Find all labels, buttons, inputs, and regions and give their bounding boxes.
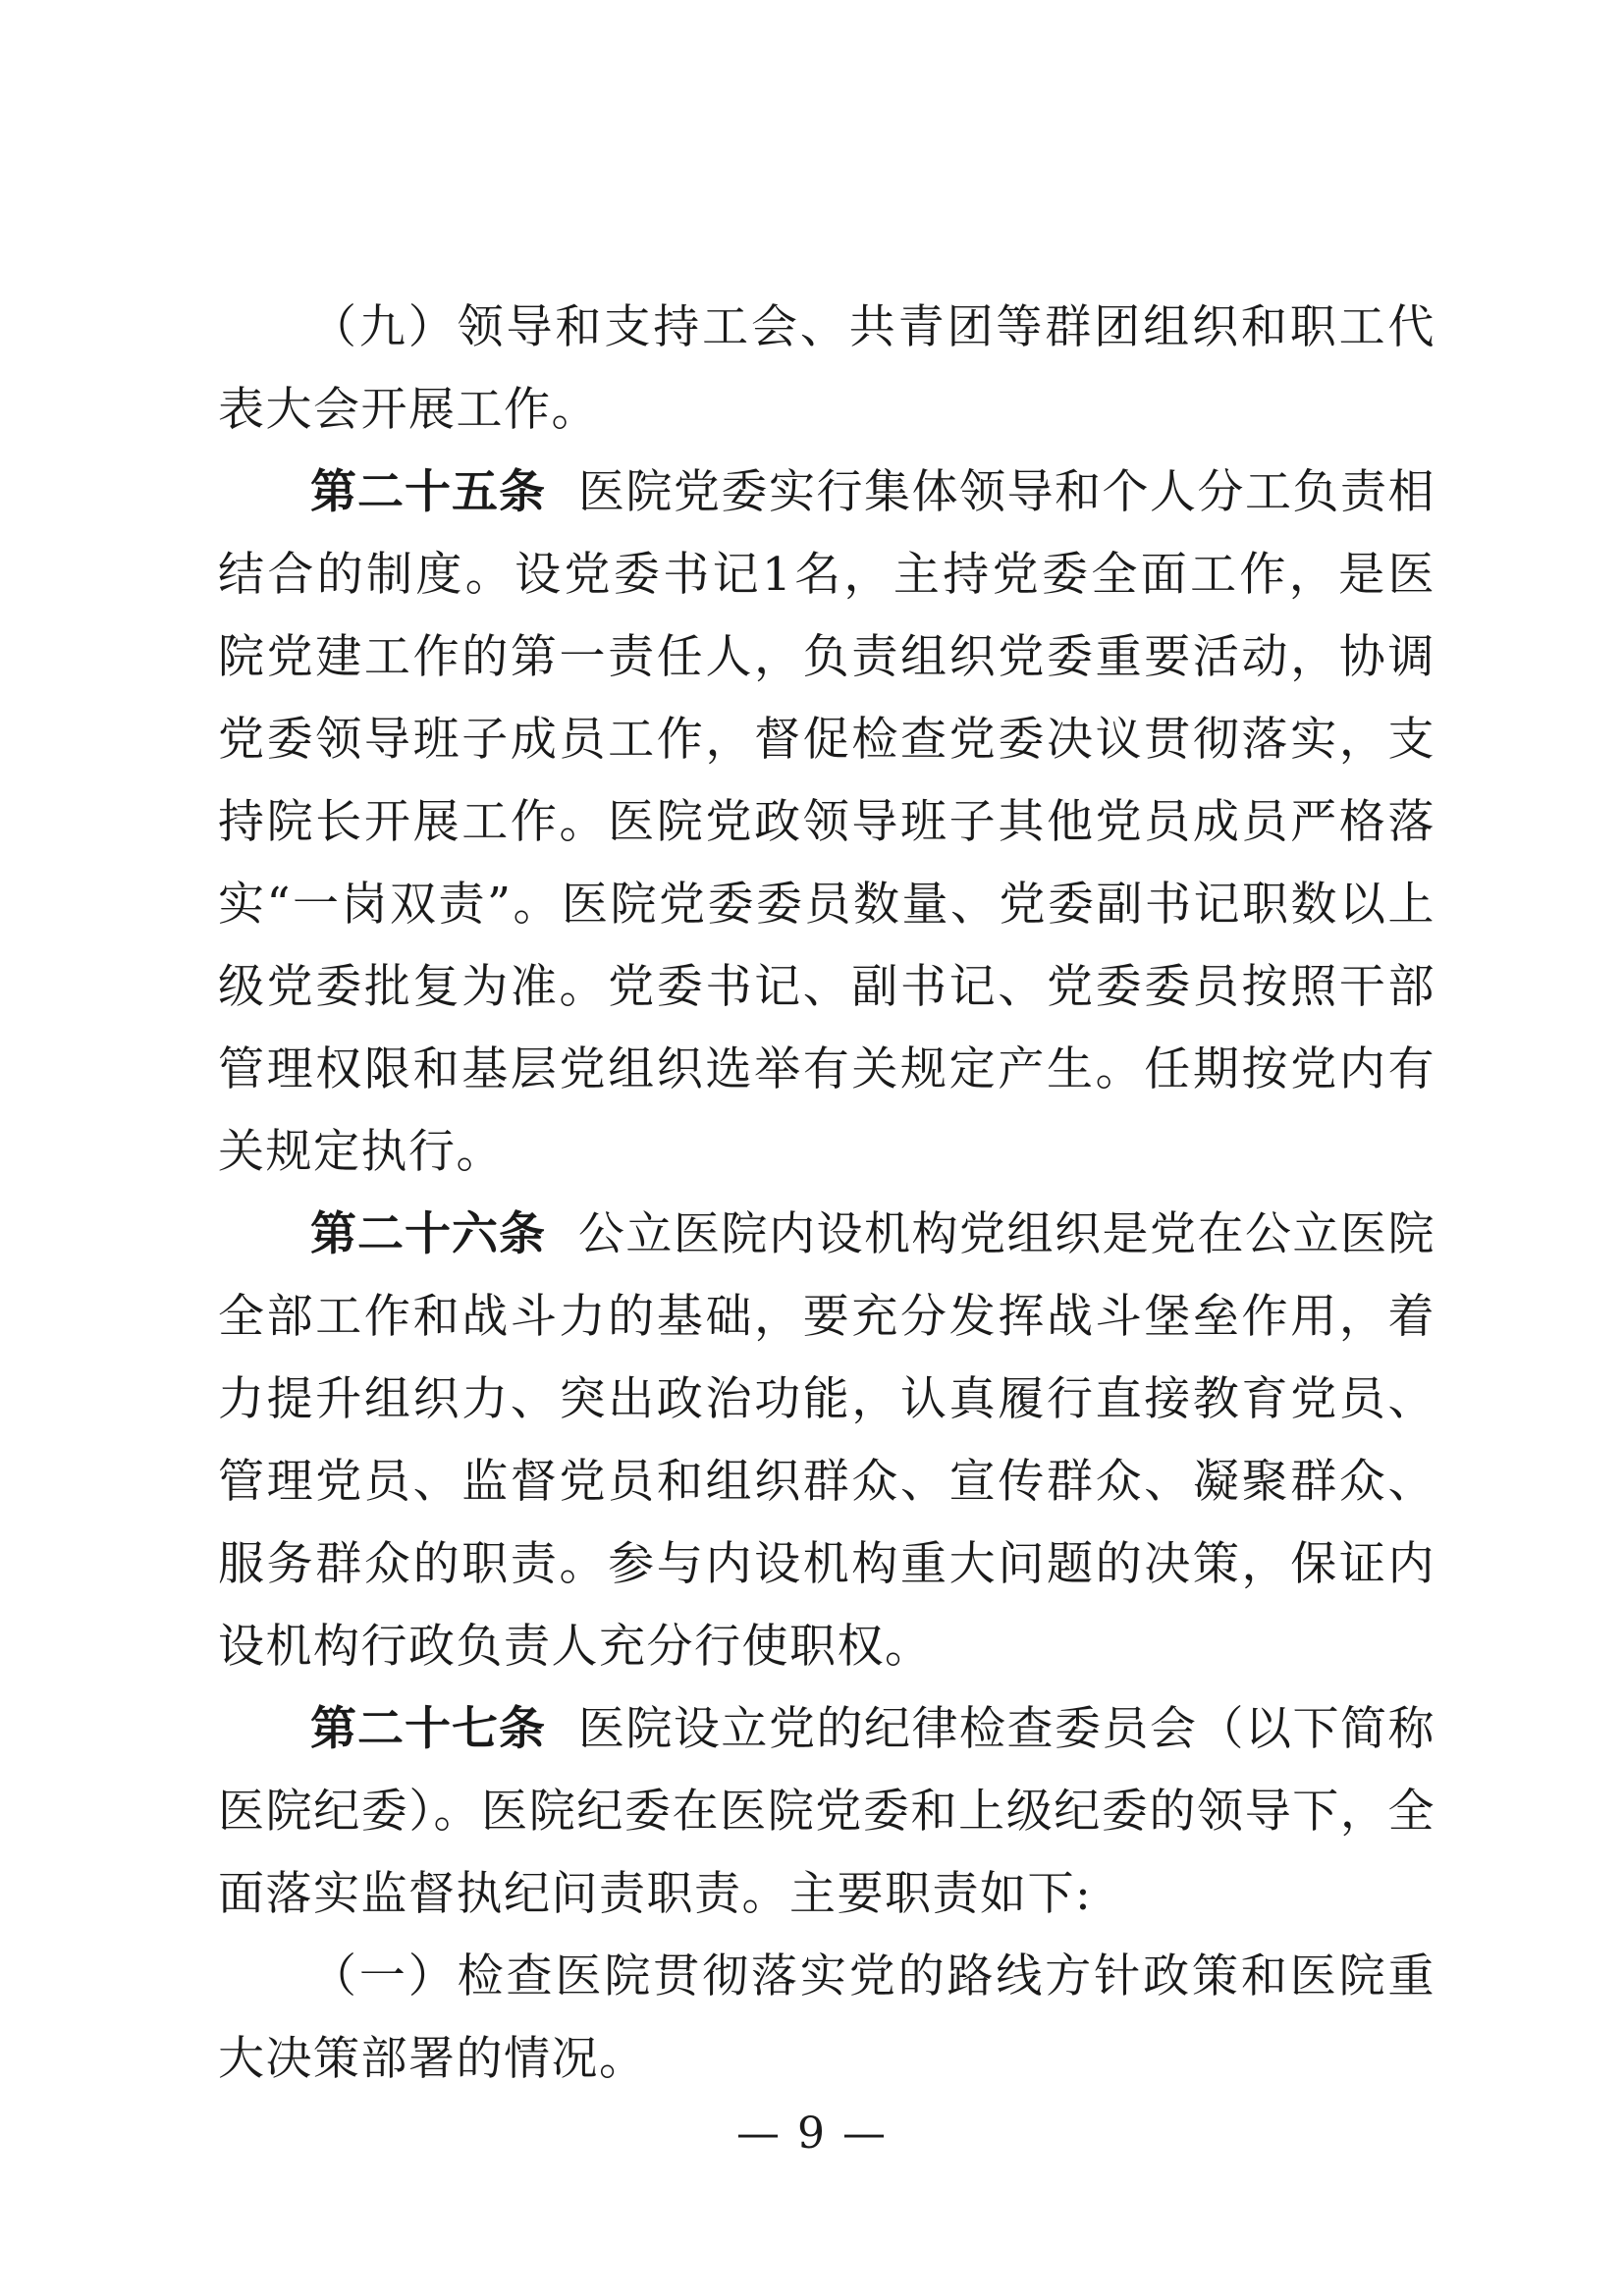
paragraph-item-nine xyxy=(218,287,1435,452)
paragraph-item-one xyxy=(218,1936,1435,2101)
paragraph-text: （一）检查医院贯彻落实党的路线方针政策和医院重大决策部署的情况。 xyxy=(218,1949,1435,2086)
page-number: — 9 — xyxy=(736,2109,888,2159)
article-heading: 第二十六条 xyxy=(310,1207,547,1261)
paragraph-text: （九）领导和支持工会、共青团等群团组织和职工代表大会开展工作。 xyxy=(218,300,1435,437)
paragraph-text: 医院设立党的纪律检查委员会（以下简称医院纪委）。医院纪委在医院党委和上级纪委的领导下，全面落实监督执纪问责职责。主要职责如下: xyxy=(218,1702,1435,1921)
paragraph-text: 公立医院内设机构党组织是党在公立医院全部工作和战斗力的基础，要充分发挥战斗堡垒作用，着力提升组织力、突出政治功能，认真履行直接教育党员、管理党员、监督党员和组织群众、宣传群众、凝聚群众、服务群众的职责。参与内设机构重大问题的决策，保证内设机构行政负责人充分行使职权。 xyxy=(218,1207,1435,1674)
article-heading: 第二十五条 xyxy=(310,465,547,519)
paragraph-article-26 xyxy=(218,1194,1435,1688)
paragraph-article-27 xyxy=(218,1688,1435,1936)
document-body xyxy=(218,287,1435,2101)
paragraph-article-25 xyxy=(218,452,1435,1194)
paragraph-text: 医院党委实行集体领导和个人分工负责相结合的制度。设党委书记1名，主持党委全面工作，是医院党建工作的第一责任人，负责组织党委重要活动，协调党委领导班子成员工作，督促检查党委决议贯彻落实，支持院长开展工作。医院党政领导班子其他党员成员严格落实“一岗双责”。医院党委委员数量、党委副书记职数以上级党委批复为准。党委书记、副书记、党委委员按照干部管理权限和基层党组织选举有关规定产生。任期按党内有关规定执行。 xyxy=(218,465,1435,1179)
article-heading: 第二十七条 xyxy=(310,1702,547,1756)
